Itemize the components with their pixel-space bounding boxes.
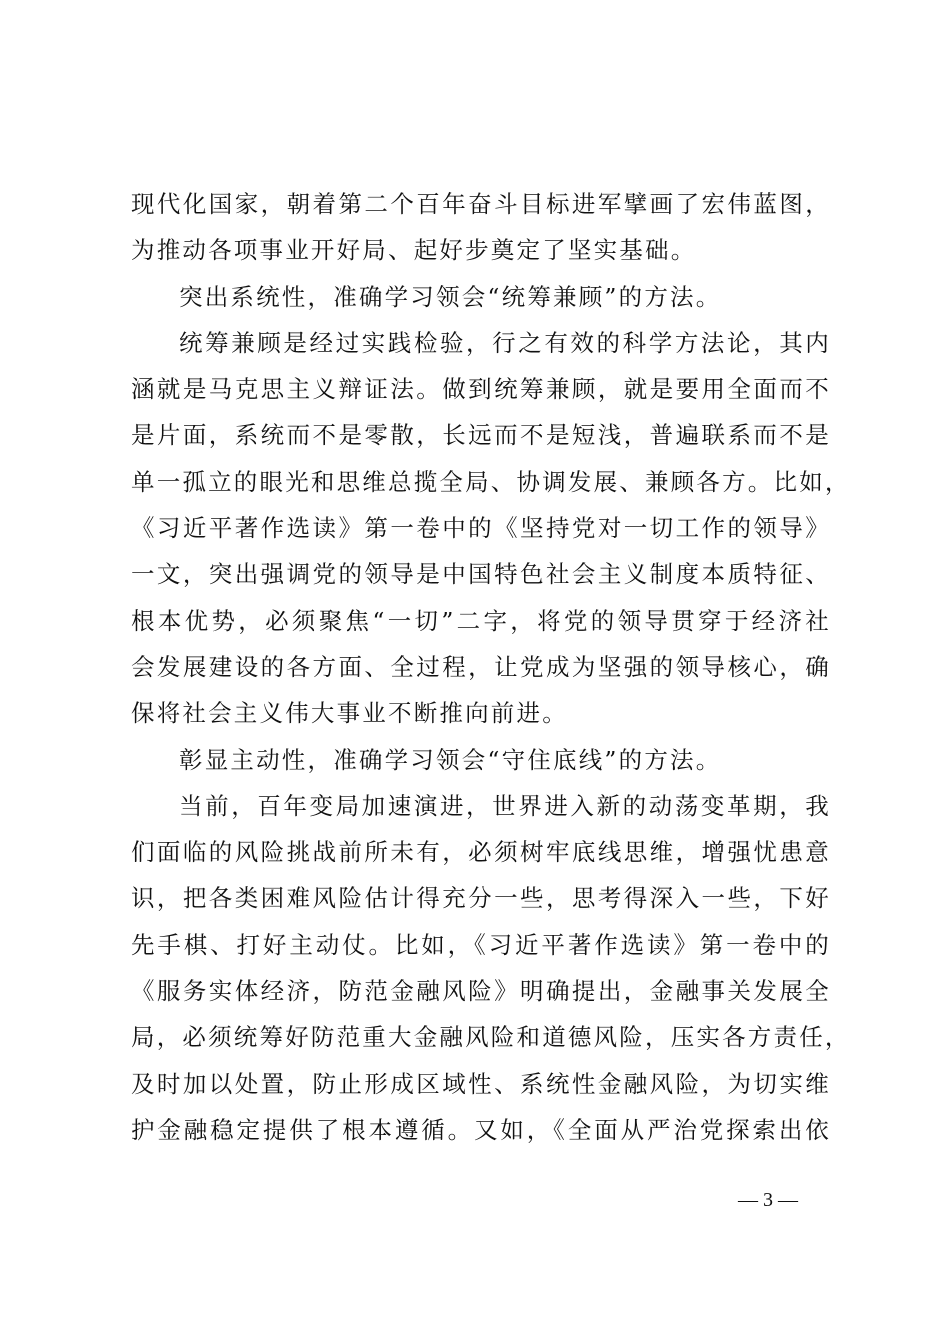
text-line: 局，必须统筹好防范重大金融风险和道德风险，压实各方责任，: [131, 1023, 851, 1052]
text-line: 为推动各项事业开好局、起好步奠定了坚实基础。: [131, 236, 697, 265]
paragraph-p4: [131, 737, 831, 783]
text-line: 是片面，系统而不是零散，长远而不是短浅，普遍联系而不是: [131, 421, 831, 450]
text-line: 护金融稳定提供了根本遵循。又如，《全面从严治党探索出依: [131, 1115, 831, 1144]
text-line: 及时加以处置，防止形成区域性、系统性金融风险，为切实维: [131, 1069, 831, 1098]
paragraph-p3: [131, 320, 851, 737]
text-line: 统筹兼顾是经过实践检验，行之有效的科学方法论，其内: [179, 328, 831, 357]
text-line: 当前，百年变局加速演进，世界进入新的动荡变革期，我: [179, 791, 831, 820]
text-line: 先手棋、打好主动仗。比如，《习近平著作选读》第一卷中的: [131, 930, 831, 959]
text-line: 单一孤立的眼光和思维总揽全局、协调发展、兼顾各方。比如，: [131, 467, 851, 496]
body-text: [131, 181, 851, 1153]
text-line: 《服务实体经济，防范金融风险》明确提出，金融事关发展全: [131, 977, 831, 1006]
text-line: 彰显主动性，准确学习领会“守住底线”的方法。: [179, 745, 722, 774]
text-line: 们面临的风险挑战前所未有，必须树牢底线思维，增强忧患意: [131, 838, 831, 867]
text-line: 会发展建设的各方面、全过程，让党成为坚强的领导核心，确: [131, 652, 831, 681]
paragraph-p5: [131, 783, 851, 1153]
text-line: 现代化国家，朝着第二个百年奋斗目标进军擘画了宏伟蓝图，: [131, 190, 831, 218]
text-line: 突出系统性，准确学习领会“统筹兼顾”的方法。: [179, 282, 722, 311]
text-line: 涵就是马克思主义辩证法。做到统筹兼顾，就是要用全面而不: [131, 375, 831, 404]
paragraph-p1: [131, 181, 831, 274]
page-number: — 3 —: [738, 1189, 798, 1211]
text-line: 保将社会主义伟大事业不断推向前进。: [131, 699, 568, 728]
paragraph-p2: [131, 274, 831, 320]
text-line: 《习近平著作选读》第一卷中的《坚持党对一切工作的领导》: [131, 514, 831, 543]
text-line: 一文，突出强调党的领导是中国特色社会主义制度本质特征、: [131, 560, 831, 589]
text-line: 根本优势，必须聚焦“一切”二字，将党的领导贯穿于经济社: [131, 606, 831, 635]
text-line: 识，把各类困难风险估计得充分一些，思考得深入一些，下好: [131, 884, 831, 913]
